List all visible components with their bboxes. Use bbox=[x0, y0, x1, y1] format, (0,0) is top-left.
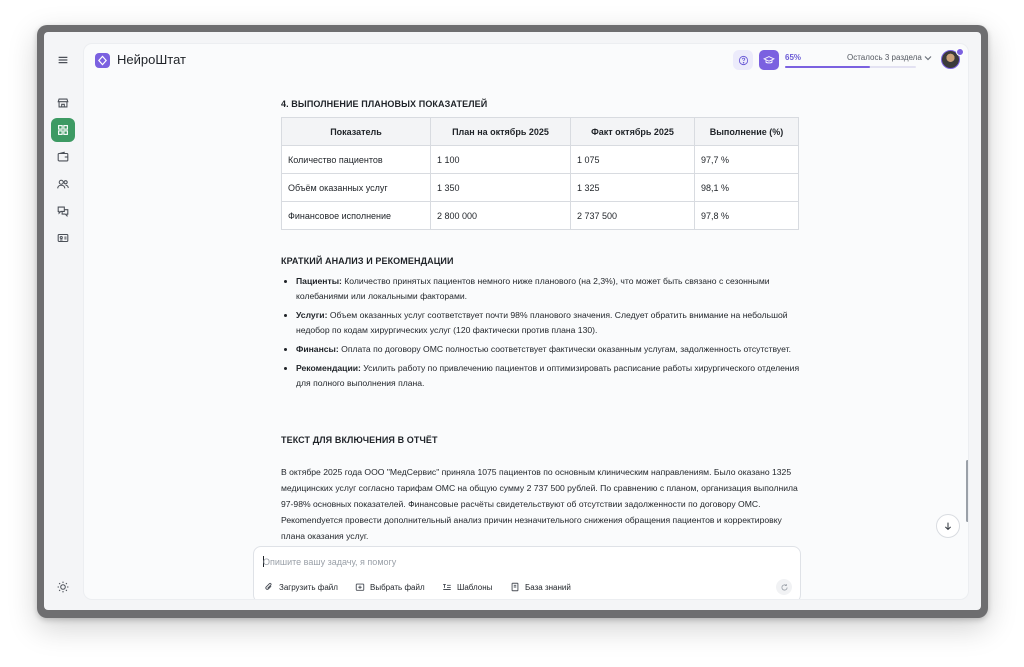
chevron-down-icon[interactable] bbox=[923, 53, 933, 63]
list-item bbox=[281, 274, 801, 304]
progress-bar bbox=[785, 66, 916, 68]
app-title: НейроШтат bbox=[117, 52, 186, 67]
list-item-label: Рекомендации: bbox=[296, 363, 361, 373]
app-window bbox=[44, 32, 981, 610]
upload-file-button[interactable] bbox=[264, 579, 338, 595]
knowledge-base-label: База знаний bbox=[525, 582, 571, 592]
list-item bbox=[281, 342, 801, 357]
folder-icon bbox=[355, 582, 365, 592]
analysis-list bbox=[281, 274, 801, 395]
table-cell: 1 100 bbox=[431, 146, 571, 174]
table-cell: 1 325 bbox=[571, 174, 695, 202]
table-cell: Количество пациентов bbox=[282, 146, 431, 174]
sun-icon[interactable] bbox=[51, 575, 75, 599]
arrow-down-icon bbox=[943, 521, 953, 531]
scrollbar[interactable] bbox=[966, 460, 968, 522]
list-item-label: Пациенты: bbox=[296, 276, 342, 286]
dashboard-icon[interactable] bbox=[51, 118, 75, 142]
table-row bbox=[282, 174, 799, 202]
table-cell: 2 737 500 bbox=[571, 202, 695, 230]
table-header: План на октябрь 2025 bbox=[431, 118, 571, 146]
wallet-icon[interactable] bbox=[51, 145, 75, 169]
graduation-cap-icon bbox=[763, 54, 775, 66]
main-panel bbox=[84, 44, 968, 599]
paperclip-icon bbox=[264, 582, 274, 592]
sidebar bbox=[44, 32, 84, 610]
list-item-label: Финансы: bbox=[296, 344, 339, 354]
section-heading-report: ТЕКСТ ДЛЯ ВКЛЮЧЕНИЯ В ОТЧЁТ bbox=[281, 435, 438, 445]
send-button[interactable] bbox=[776, 579, 792, 595]
section-heading-plan: 4. ВЫПОЛНЕНИЕ ПЛАНОВЫХ ПОКАЗАТЕЛЕЙ bbox=[281, 99, 488, 109]
book-icon bbox=[510, 582, 520, 592]
chat-composer bbox=[253, 546, 801, 599]
list-item bbox=[281, 308, 801, 338]
list-item-label: Услуги: bbox=[296, 310, 328, 320]
question-icon bbox=[738, 55, 749, 66]
templates-button[interactable] bbox=[442, 579, 492, 595]
choose-file-button[interactable] bbox=[355, 579, 425, 595]
task-input[interactable] bbox=[263, 554, 763, 570]
table-cell: Финансовое исполнение bbox=[282, 202, 431, 230]
table-cell: 1 350 bbox=[431, 174, 571, 202]
graduation-cap-button[interactable] bbox=[759, 50, 779, 70]
table-row bbox=[282, 202, 799, 230]
table-cell: 97,7 % bbox=[695, 146, 799, 174]
table-header: Выполнение (%) bbox=[695, 118, 799, 146]
list-item bbox=[281, 361, 801, 391]
menu-icon[interactable] bbox=[51, 48, 75, 72]
list-item-text: Количество принятых пациентов немного ниже планового (на 2,3%), что может быть связано с сезонными колебаниями или локальными факторами. bbox=[296, 276, 770, 301]
store-icon[interactable] bbox=[51, 91, 75, 115]
report-paragraph: В октябре 2025 года ООО "МедСервис" приняла 1075 пациентов по основным клиническим направлениям. Было оказано 1325 медицинских услуг согласно тарифам ОМС на общую сумму 2 737 500 рублей. По сравнению с планом, организация выполнила 97-98% основных показателей. Финансовые расчёты свидетельствуют об отсутствии задолженности по договору ОМС. Рекоmendуется провести дополнительный анализ причин незначительного снижения обращения пациентов и корректировку плана оказания услуг. bbox=[281, 467, 798, 541]
help-button[interactable] bbox=[733, 50, 753, 70]
list-item-text: Объем оказанных услуг соответствует почти 98% планового значения. Следует обратить внимание на небольшой недобор по кодам хирургических услуг (120 фактически против плана 130). bbox=[296, 310, 788, 335]
kpi-table bbox=[281, 117, 799, 230]
logo-icon bbox=[95, 53, 110, 68]
templates-icon bbox=[442, 582, 452, 592]
table-header: Показатель bbox=[282, 118, 431, 146]
table-row bbox=[282, 146, 799, 174]
list-item-text: Усилить работу по привлечению пациентов и оптимизировать расписание работы хирургического отделения для полного выполнения плана. bbox=[296, 363, 800, 388]
progress-remaining: Осталось 3 раздела bbox=[847, 53, 922, 62]
id-card-icon[interactable] bbox=[51, 226, 75, 250]
users-icon[interactable] bbox=[51, 172, 75, 196]
list-item-text: Оплата по договору ОМС полностью соответствует фактически оказанным услугам, задолженность отсутствует. bbox=[338, 344, 791, 354]
table-cell: 2 800 000 bbox=[431, 202, 571, 230]
templates-label: Шаблоны bbox=[457, 582, 493, 592]
refresh-icon bbox=[780, 583, 789, 592]
choose-file-label: Выбрать файл bbox=[370, 582, 425, 592]
top-bar bbox=[84, 44, 968, 78]
notification-dot bbox=[956, 48, 964, 56]
scroll-down-button[interactable] bbox=[936, 514, 960, 538]
table-cell: 97,8 % bbox=[695, 202, 799, 230]
chat-icon[interactable] bbox=[51, 199, 75, 223]
table-cell: 98,1 % bbox=[695, 174, 799, 202]
upload-file-label: Загрузить файл bbox=[279, 582, 338, 592]
knowledge-base-button[interactable] bbox=[510, 579, 571, 595]
section-heading-analysis: КРАТКИЙ АНАЛИЗ И РЕКОМЕНДАЦИИ bbox=[281, 256, 454, 266]
table-cell: Объём оказанных услуг bbox=[282, 174, 431, 202]
table-header: Факт октябрь 2025 bbox=[571, 118, 695, 146]
table-header-row bbox=[282, 118, 799, 146]
table-cell: 1 075 bbox=[571, 146, 695, 174]
progress-bar-fill bbox=[785, 66, 870, 68]
progress-percent: 65% bbox=[785, 53, 802, 62]
